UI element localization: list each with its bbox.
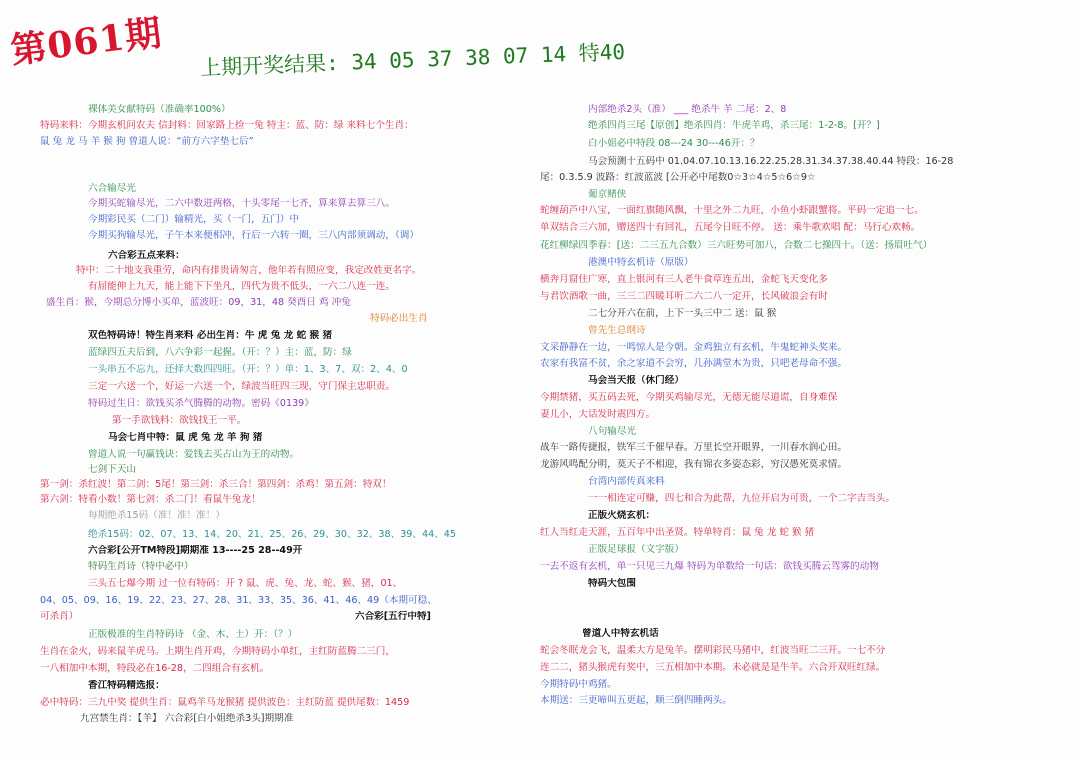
right_column-line: 内部绝杀2头（准） ___ 绝杀牛 羊 二尾：2、8 <box>588 104 787 115</box>
right_column-line: 曾先生总纲诗 <box>588 325 646 336</box>
right_column-line: 葡京赌侠 <box>588 189 627 200</box>
right_column-line: 与君饮酒歌一曲，三三二四暖耳听二六二八一定开，长风破浪会有时 <box>540 291 828 302</box>
left_column-line: 香江特码精选报： <box>88 680 165 691</box>
right_column-line: 战车一路传捷报，铁军三千催早春。万里长空开眼界，一川春水润心田。 <box>540 442 847 453</box>
right_column-line: 今期禁猪，买五码去死，今期买鸡输尽光，无德无能尽道谎，自身难保 <box>540 392 838 403</box>
left_column-line: 特码必出生肖 <box>370 313 428 324</box>
left_column-line: 六合彩五点来料： <box>108 250 185 261</box>
right_column-line: 花红柳绿四季春：[送：二三五九合数）三六旺势可加八，合数二七操四十。（送：扬眉吐气） <box>540 240 933 251</box>
left_column-line: 第一剑：杀红波！第二剑：5尾！第三剑：杀三合！第四剑：杀鸡！第五剑：特双！ <box>40 479 392 490</box>
right_column-line: 蛇缠葫芦中八宝，一面红旗随风飘，十里之外二九旺，小鱼小虾跟蟹将。平码一定追一七。 <box>540 205 924 216</box>
right_column-line: 马会当天报（休门经） <box>588 375 684 386</box>
left_column-line: 每期绝杀15码（准！准！准！） <box>88 510 225 521</box>
left_column-line: 绝杀15码：02、07、13、14、20、21、25、26、29、30、32、38、39、44、45 <box>88 529 457 540</box>
left_column-line: 今期买蛇输尽光，二六中数进两格，十头零尾一七齐，算来算去算三八。 <box>88 198 395 209</box>
right_column-line: 一去不返有玄机，单一只见三九爆 特码为单数给一句话：欲钱买腾云驾雾的动物 <box>540 561 879 572</box>
right_column-line: 二七分开六在前，上下一头三中二 送：鼠 猴 <box>588 308 777 319</box>
right_column-line: 妻儿小，大话发时震四方。 <box>540 409 656 420</box>
left_column-line: 必中特码：三九中奖 提供生肖：鼠鸡羊马龙猴猪 提供波色：主红防蓝 提供尾数：1459 <box>40 697 410 708</box>
left_column-line: 双色特码诗！特生肖来料 必出生肖：牛 虎 兔 龙 蛇 猴 猪 <box>88 330 333 341</box>
right_column-line: 台湾内部传真来料 <box>588 476 665 487</box>
right_column-line: 本期送：三更啼叫五更起，顺三倒四睡两头。 <box>540 695 732 706</box>
right_column-line: 龙游风鸣配分明，莫天子不相迎，我有锦衣多姿态彩，穷汉愚死莫求情。 <box>540 459 847 470</box>
left_column-line: 裸体美女献特码（准确率100%） <box>88 104 231 115</box>
left_column-line: 曾道人说一句赢钱诀：爱钱去买占山为王的动物。 <box>88 449 300 460</box>
right_column-line: 蛇会冬眠龙会飞，温柔大方是兔羊。摆明彩民马猪中，红波当旺二三开。一七不分 <box>540 645 886 656</box>
left_column-line: 特码过生日：欲钱买杀气腾腾的动物。密码《0139》 <box>88 398 314 409</box>
left_column-line: 一八相加中本期，特段必在16-28，二四组合有玄机。 <box>40 663 270 674</box>
left_column-line: 盛生肖：猴，今期总分博小买单，蓝波旺：09，31，48 癸酉日 鸡 冲兔 <box>46 297 351 308</box>
left_column-line: 有屈能伸上九天，能上能下下坐凡，四代为贵不低头，一六二八连一连。 <box>88 281 395 292</box>
right_column-line: 一一相连定可赚，四七和合为此帮，九位开启为可贵，一个二字吉当头。 <box>588 493 895 504</box>
left_column-line: 正版极准的生肖特码诗 （金、木、土）开：（？） <box>88 629 298 640</box>
right_column-line: 今期特码中鸡猪。 <box>540 679 617 690</box>
right_column-line: 马会预测十五码中 01.04.07.10.13.16.22.25.28.31.34.37.38.40.44 特段：16-28 <box>588 156 954 167</box>
left_column-line: 蓝绿四五夫后到，八六争彩一起握。（开：？）主：蓝，防：绿 <box>88 347 352 358</box>
issue-title: 第061期 <box>8 11 165 73</box>
left_column-line: 六合输尽光 <box>88 183 136 194</box>
left_column-line: 特中：二十地支我重劳，命内有排贵请匆言，他年若有照应变，我定改姓更名字。 <box>76 265 422 276</box>
last-results: 上期开奖结果: 34 05 37 38 07 14 特40 <box>199 39 626 81</box>
left_column-line: 鼠 兔 龙 马 羊 猴 狗 曾道人说：“前方六字垫七后” <box>40 136 254 147</box>
left_column-line: 可杀肖） <box>40 611 79 622</box>
left_column-line: 一头串五不忘九，还择大数四四旺。（开：？）单：1、3、7、双：2、4、0 <box>88 364 408 375</box>
left_column-line: 今期彩民买（二门）输精光，买（一门，五门）中 <box>88 214 300 225</box>
right_column-line: 连二二，猪头猴虎有奖中，三五相加中本期。未必就是是牛羊。六合开双旺红绿。 <box>540 662 886 673</box>
right_column-line: 港澳中特玄机诗（原版） <box>588 257 694 268</box>
left_column-line: 第六剑：特看小数！第七剑：杀二门！看鼠牛兔龙！ <box>40 494 261 505</box>
right_column-line: 横奔月窟住广寒，直上银河有三人老牛食草连五出，金蛇飞天变化多 <box>540 274 828 285</box>
left_column-line: 04、05、09、16、19、22、23、27、28、31、33、35、36、41、46、49（本期可稳、 <box>40 595 437 606</box>
right_column-line: 白小姐必中特段 08---24 30---46开：？ <box>588 138 760 149</box>
right_column-line: 文采静静在一边，一鸣惊人是今朝。金鸡独立有玄机，牛鬼蛇神头奖来。 <box>540 342 847 353</box>
right_column-line: 正版火烧玄机： <box>588 510 656 521</box>
right_column-line: 尾：0.3.5.9 波路：红波蓝波 [公开必中尾数0☆3☆4☆5☆6☆9☆ <box>540 172 816 183</box>
right_column-line: 特码大包围 <box>588 578 636 589</box>
left_column-line: 第一手欲钱料：欲钱找王一平。 <box>112 415 247 426</box>
left_column-line: 特码来料：今期玄机问农夫 信封料：回家路上捡一兔 特主：蓝、防：绿 来料七个生肖： <box>40 120 414 131</box>
left_column-line: 特码生肖诗（特中必中） <box>88 561 194 572</box>
right_column-line: 绝杀四肖三尾【原创】绝杀四肖：牛虎羊鸡，杀三尾：1-2-8。[开？] <box>588 120 880 131</box>
left_column-line: 七剑下天山 <box>88 464 136 475</box>
left_column-line: 六合彩[公开TM特段]期期准 13----25 28--49开 <box>88 545 303 556</box>
left_column-line: 今期买狗输尽光，子午本来便相冲，行后一六转一圈，三八内部须调动，（调） <box>88 230 419 241</box>
right_column-line: 正版足球报（文字版） <box>588 544 684 555</box>
right_column-line: 红人当红走天涯，五百年中出圣贤。特单特肖：鼠 兔 龙 蛇 猴 猪 <box>540 527 815 538</box>
right_column-line: 曾道人中特玄机话 <box>582 628 659 639</box>
left_column-line: 三头五七爆今期 过一位有特码：开 ? 鼠、虎、兔、龙、蛇、猴、猪，01、 <box>88 578 403 589</box>
right_column-line: 单双结合三六加，赠送四十有回礼，五尾今日旺不停。 送：乘牛歌欢唱 配：马行心欢畅。 <box>540 222 921 233</box>
right_column-line: 八句输尽光 <box>588 426 636 437</box>
left_column-line: 九宫禁生肖：【羊】 六合彩[白小姐绝杀3头]期期准 <box>80 713 294 724</box>
left_column-line: 生肖在金火，码来鼠羊虎马。上期生肖开鸡，今期特码小单红，主红防蓝腾二三门， <box>40 646 395 657</box>
left_column-line: 三定一六送一个，好运一六送一个，绿波当旺四三现，守门保主忠职责。 <box>88 381 395 392</box>
left_column-line: 六合彩[五行中特] <box>355 611 431 622</box>
left_column-line: 马会七肖中特：鼠 虎 兔 龙 羊 狗 猪 <box>108 432 263 443</box>
right_column-line: 农家有我富不贫，余之家道不会穷，几孙满堂木为贵，只吧老母命不强。 <box>540 358 847 369</box>
